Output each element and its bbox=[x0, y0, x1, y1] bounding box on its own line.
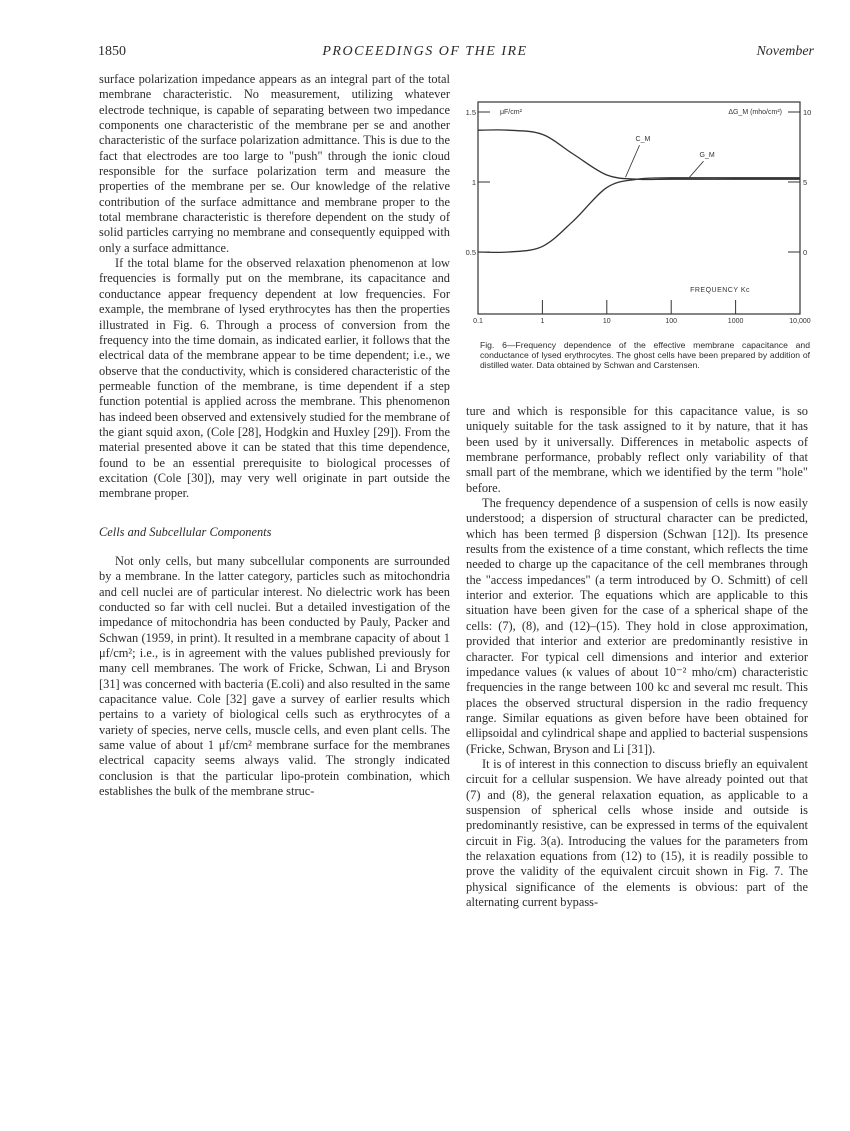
issue-month: November bbox=[756, 44, 814, 59]
series-label-c-m: C_M bbox=[635, 136, 651, 144]
plot-frame bbox=[478, 102, 800, 314]
caption-text: —Frequency dependence of the effective membrane capacitance and conductance of lysed erythrocytes. The ghost cells have been prepared by addition of distilled water. Data obtained by Schwan and Carstensen. bbox=[480, 340, 810, 371]
caption-label: Fig. 6 bbox=[480, 340, 507, 350]
x-axis-tick-label: 1 bbox=[540, 318, 545, 325]
figure-6 bbox=[465, 92, 820, 332]
series-line-g-m bbox=[478, 178, 800, 253]
left-axis-tick-label: 0.5 bbox=[465, 248, 476, 257]
journal-title: PROCEEDINGS OF THE IRE bbox=[322, 44, 528, 59]
running-header bbox=[0, 44, 850, 64]
x-axis-label: FREQUENCY Kc bbox=[690, 287, 750, 294]
left-axis-label: μF/cm² bbox=[500, 109, 522, 116]
right-column bbox=[466, 404, 808, 910]
paragraph: It is of interest in this connection to discuss briefly an equivalent circuit for a cellular suspension. We have already pointed out that (7) and (8), the general relaxation equation, as applicable to a suspension of spherical cells whose inside and outside is predominantly resistive, can be expressed in terms of the equivalent circuit in Fig. 3(a). Introducing the values for the parameters from the relaxation equations from (12) to (15), it is readily possible to prove the validity of the equivalent circuit shown in Fig. 7. The physical significance of the elements is obvious: part of the alternating current bypass- bbox=[466, 756, 808, 909]
paragraph: The frequency dependence of a suspension of cells is now easily understood; a dispersion of structural character can be predicted, which has been termed β dispersion (Schwan [12]). Its presence results from the existence of a time constant, which reflects the time needed to charge up the capacitance of the cell membranes through the "access impedances" (a term introduced by O. Schmitt) of cell interior and exterior. The equations which are applicable to this situation have been given for the case of a spherical shape of the cells: (7), (8), and (12)–(15). They hold in close approximation, provided that interior and exterior are predominantly resistive in character. For typical cell dimensions and interior and exterior impedance values (κ values of about 10⁻² mho/cm) characteristic frequencies in the range between 100 kc and several mc result. This places the observed structural dispersion in the radio frequency range. Similar equations as given before have been obtained for ellipsoidal and cylindrical shape and applied to bacterial suspensions (Fricke, Schwan, Bryson and Li [31]). bbox=[466, 496, 808, 756]
right-axis-tick-label: 10 bbox=[803, 108, 812, 117]
x-axis-tick-label: 10,000 bbox=[789, 318, 811, 325]
series-label-leader bbox=[690, 161, 704, 177]
left-axis-tick-label: 1.5 bbox=[465, 108, 476, 117]
left-column bbox=[99, 72, 450, 799]
frequency-chart bbox=[465, 92, 820, 332]
right-axis-tick-label: 5 bbox=[803, 178, 808, 187]
paragraph: ture and which is responsible for this capacitance value, is so uniquely suitable for the task assigned to it by nature, that it has been used by it universally. Differences in metabolic aspects of membrane performance, probably reflect only variability of that small part of the membrane, which we identified by the term "hole" before. bbox=[466, 404, 808, 495]
series-label-g-m: G_M bbox=[699, 152, 715, 160]
x-axis-tick-label: 100 bbox=[665, 318, 678, 325]
x-axis-tick-label: 10 bbox=[602, 318, 611, 325]
page-number: 1850 bbox=[98, 44, 126, 59]
left-axis-tick-label: 1 bbox=[471, 178, 476, 187]
section-heading: Cells and Subcellular Components bbox=[99, 524, 272, 539]
figure-caption bbox=[480, 340, 810, 371]
series-label-leader bbox=[626, 145, 640, 177]
paragraph: Not only cells, but many subcellular components are surrounded by a membrane. In the latter category, particles such as mitochondria and cell nuclei are of particular interest. No dielectric work has been conducted so far with cell nuclei. But a detailed investigation of the impedance of mitochondria has been conducted by Pauly, Packer and Schwan (1959, in print). It resulted in a membrane capacity of about 1 μf/cm²; i.e., is in agreement with the values published previously for many cell membranes. The work of Fricke, Schwan, Li and Bryson [31] was concerned with bacteria (E.coli) and also resulted in the same capacitance value. Cole [32] gave a survey of earlier results which pertains to a variety of biological cells such as erythrocytes of a variety of species, nerve cells, muscle cells, and even plant cells. The same value of about 1 μf/cm² membrane surface for the membranes electrical capacity seems always valid. The strongly indicated conclusion is that the particular lipo-protein combination, which establishes the bulk of the membrane struc- bbox=[99, 553, 450, 799]
right-axis-label: ΔG_M (mho/cm²) bbox=[728, 109, 782, 116]
paragraph: surface polarization impedance appears as an integral part of the total membrane characteristic. No measurement, utilizing whatever electrode technique, is capable of separating between two impedance components one characteristic of the membrane per se and another characteristic of the surface polarization admittance. This is due to the fact that electrodes are too large to "push" through the ionic cloud responsible for the surface polarization term and measure the properties of the membrane per se. Our knowledge of the relative contribution of the surface admittance and membrane proper to the total membrane characteristic is therefore dependent on the study of solid particles carrying no membrane and consequently equipped with only a surface admittance. bbox=[99, 72, 450, 255]
paragraph: If the total blame for the observed relaxation phenomenon at low frequencies is formally put on the membrane, its capacitance and conductance appear frequency dependent at low frequencies. For example, the membrane of lysed erythrocytes has then the properties illustrated in Fig. 6. Through a process of conversion from the frequency into the time domain, as indicated earlier, it follows that the electrical data of the membrane appear to be time dependent; i.e., we observe that the conductivity, which is considered characteristic of the permeable function of the membrane, is time dependent if a step function potential is applied across the membrane. This phenomenon has indeed been observed and extensively studied for the membrane of the giant squid axon, (Cole [28], Hodgkin and Huxley [29]). From the material presented above it can be stated that this time dependence, found to be an essential prerequisite to biological processes of excitation (Cole [30]), may very well originate in part outside the membrane proper. bbox=[99, 256, 450, 501]
right-axis-tick-label: 0 bbox=[803, 248, 808, 257]
x-axis-tick-label: 1000 bbox=[727, 318, 744, 325]
x-axis-tick-label: 0.1 bbox=[473, 318, 483, 325]
